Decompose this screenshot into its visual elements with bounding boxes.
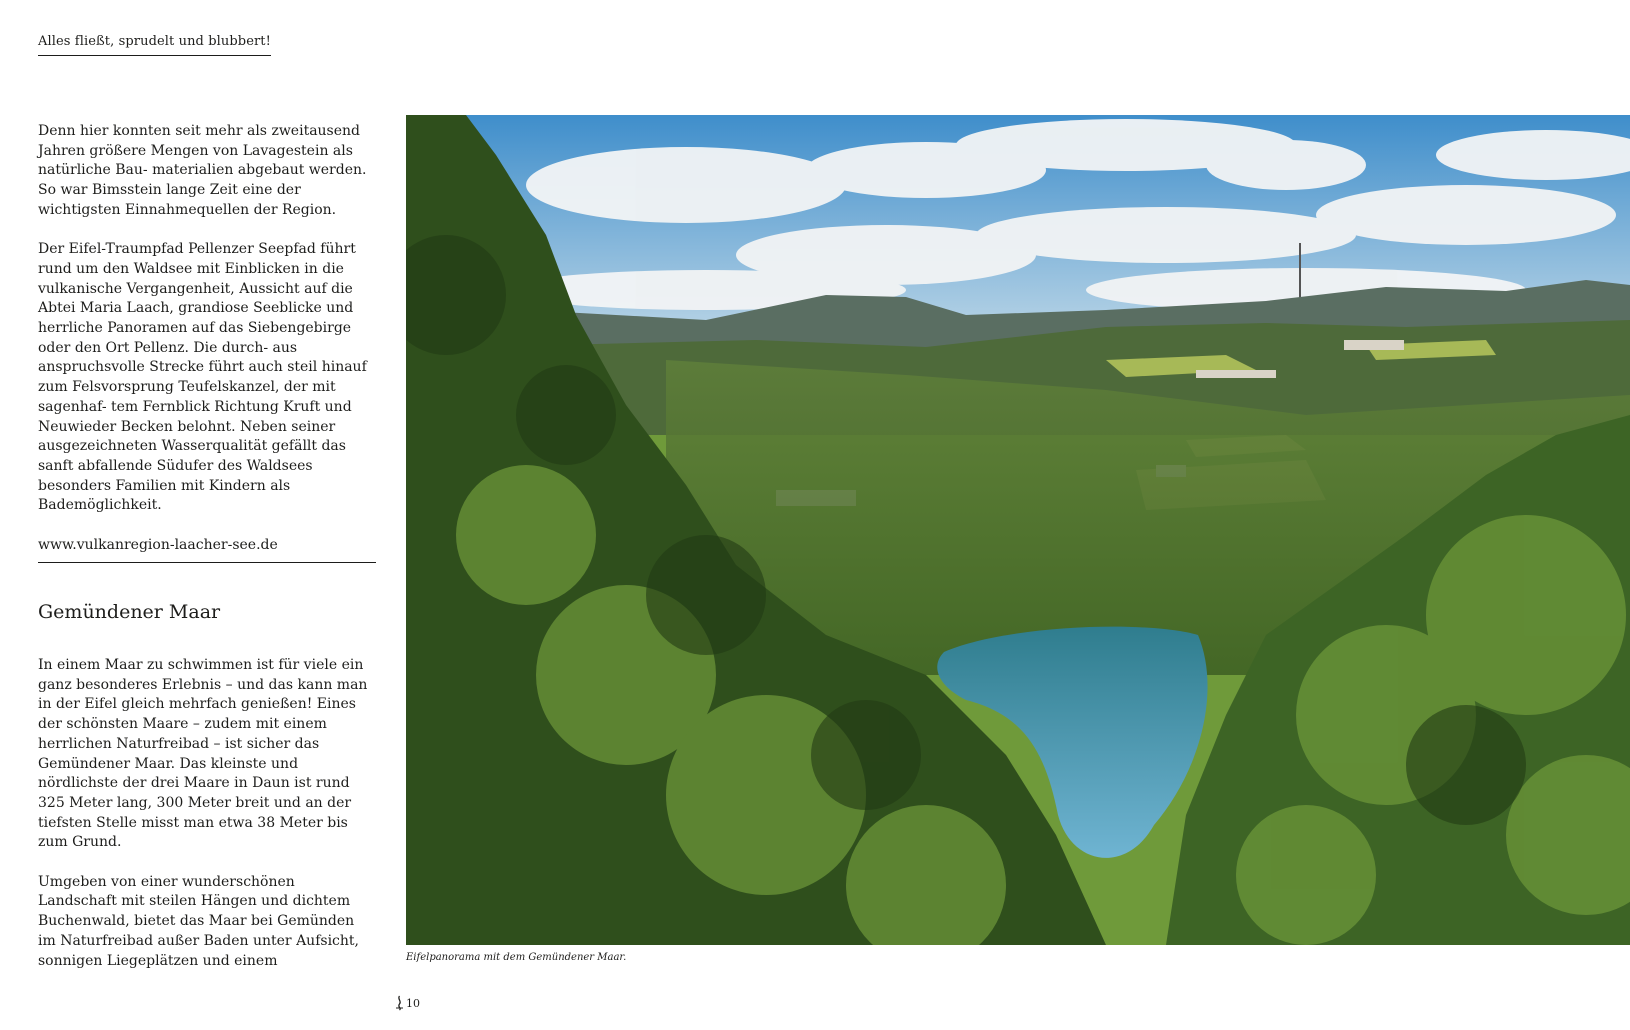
website-link[interactable]: www.vulkanregion-laacher-see.de [38,536,278,553]
intro-paragraph-2: Der Eifel-Traumpfad Pellenzer Seepfad führt rund um den Waldsee mit Einblicken in die vulkanische Vergangenheit, Aussicht auf die Abtei Maria Laach, grandiose Seeblicke und herrliche Panoramen auf das Siebengebirge oder den Ort Pellenz. Die durch- aus anspruchsvolle Strecke führt auch steil hinauf zum Felsvorsprung Teufelskanzel, der mit sagenhaf- tem Fernblick Richtung Kruft und Neuwieder Becken belohnt. Neben seiner ausgezeichneten Wasserqualität gefällt das sanft abfallende Südufer des Waldsees besonders Familien mit Kindern als Bademöglichkeit. [38,241,367,514]
landscape-illustration [406,115,1630,945]
page-number: 10 [406,996,420,1010]
section-title: Gemündener Maar [38,601,221,623]
photo-caption: Eifelpanorama mit dem Gemündener Maar. [406,952,627,963]
gemuendener-maar-section [38,600,376,991]
section-paragraph-2: Umgeben von einer wunderschönen Landschaft mit steilen Hängen und dichtem Buchenwald, bietet das Maar bei Gemünden im Naturfreibad außer Baden unter Aufsicht, sonnigen Liegeplätzen und einem [38,873,359,969]
transmitter-mast [1299,243,1301,305]
running-head: Alles fließt, sprudelt und blubbert! [38,34,271,56]
page-folio [395,995,420,1011]
panorama-photo [406,115,1630,945]
intro-paragraph-1: Denn hier konnten seit mehr als zweitausend Jahren größere Mengen von Lavagestein als natürliche Bau- materialien abgebaut werden. So war Bimsstein lange Zeit eine der wichtigsten Einnahmequellen der Region. [38,123,367,218]
section-divider [38,562,376,563]
section-paragraph-1: In einem Maar zu schwimmen ist für viele ein ganz besonderes Erlebnis – und das kann man in der Eifel gleich mehrfach genießen! Eines der schönsten Maare – zudem mit einem herrlichen Naturfreibad – ist sicher das Gemündener Maar. Das kleinste und nördlichste der drei Maare in Daun ist rund 325 Meter lang, 300 Meter breit und an der tiefsten Stelle misst man etwa 38 Meter bis zum Grund. [38,657,368,851]
magazine-logo-icon [395,995,404,1011]
intro-column [38,122,376,555]
